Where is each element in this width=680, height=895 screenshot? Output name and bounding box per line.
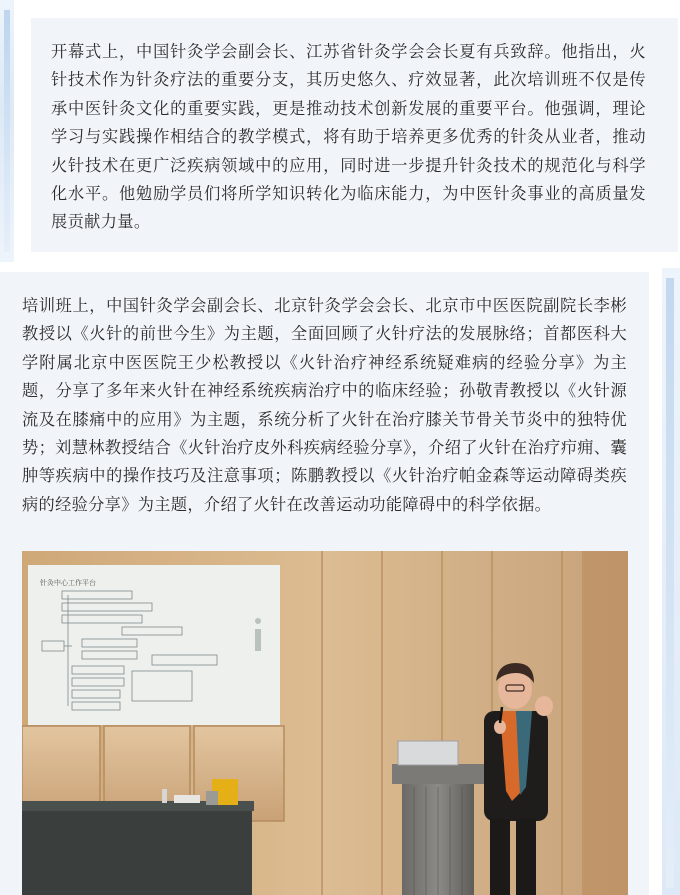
slide-logo: [255, 618, 261, 651]
laptop: [398, 741, 458, 765]
intro-paragraph: 开幕式上，中国针灸学会副会长、江苏省针灸学会会长夏有兵致辞。他指出，火针技术作为针灸疗法的重要分支，其历史悠久、疗效显著，此次培训班不仅是传承中医针灸文化的重要实践，更是推动技术创新发展的重要平台。他强调，理论学习与实践操作相结合的教学模式，将有助于培养更多优秀的针灸从业者，推动火针技术在更广泛疾病领域中的应用，同时进一步提升针灸技术的规范化与科学化水平。他勉励学员们将所学知识转化为临床能力，为中医针灸事业的高质量发展贡献力量。: [51, 42, 646, 232]
foreground-table: [22, 807, 252, 895]
curtain: [582, 551, 628, 895]
slide-title: 针灸中心工作平台: [40, 579, 96, 587]
lecture-photo-illustration: [22, 551, 628, 895]
decorative-stripe-right: [662, 268, 680, 895]
decorative-stripe-left: [0, 0, 14, 262]
lecture-photo: [22, 551, 628, 895]
intro-paragraph-card: [31, 18, 678, 252]
podium-top: [392, 764, 484, 784]
training-paragraph: 培训班上，中国针灸学会副会长、北京针灸学会会长、北京市中医医院副院长李彬教授以《火针的前世今生》为主题，全面回顾了火针疗法的发展脉络；首都医科大学附属北京中医医院王少松教授以《火针治疗神经系统疑难病的经验分享》为主题，分享了多年来火针在神经系统疾病治疗中的临床经验；孙敬青教授以《火针源流及在膝痛中的应用》为主题，系统分析了火针在治疗膝关节骨关节炎中的独特优势；刘慧林教授结合《火针治疗皮外科疾病经验分享》，介绍了火针在治疗疖痈、囊肿等疾病中的操作技巧及注意事项；陈鹏教授以《火针治疗帕金森等运动障碍类疾病的经验分享》为主题，介绍了火针在改善运动功能障碍中的科学依据。: [22, 296, 627, 514]
